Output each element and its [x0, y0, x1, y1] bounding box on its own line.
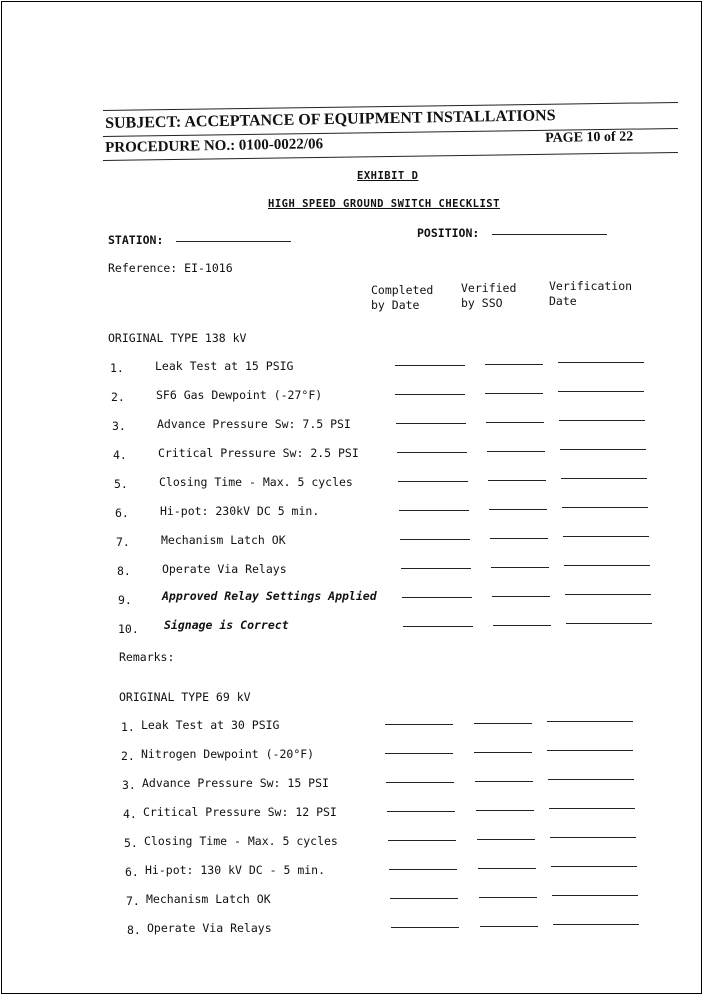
col-completed-header: Completed by Date [371, 283, 434, 312]
verification-date-blank[interactable] [547, 721, 633, 722]
item-label: Leak Test at 30 PSIG [141, 718, 280, 732]
verification-date-blank[interactable] [559, 420, 645, 421]
completed-blank[interactable] [389, 869, 457, 870]
verification-date-blank[interactable] [564, 565, 650, 566]
item-label: Leak Test at 15 PSIG [155, 359, 294, 373]
completed-blank[interactable] [395, 365, 465, 366]
verified-blank[interactable] [476, 810, 534, 811]
item-label: Signage is Correct [164, 618, 289, 632]
reference-text: Reference: EI-1016 [108, 261, 233, 275]
item-label: SF6 Gas Dewpoint (-27°F) [156, 388, 323, 402]
verification-date-blank[interactable] [558, 391, 644, 392]
col-verified-header: Verified by SSO [461, 281, 517, 310]
item-number: 4. [123, 807, 137, 821]
exhibit-label: EXHIBIT D [357, 170, 419, 182]
verified-blank[interactable] [491, 567, 549, 568]
subject-line: SUBJECT: ACCEPTANCE OF EQUIPMENT INSTALLATIONS [105, 107, 556, 132]
item-number: 2. [121, 749, 135, 763]
verification-date-blank[interactable] [550, 837, 636, 838]
completed-blank[interactable] [391, 927, 459, 928]
item-label: Closing Time - Max. 5 cycles [144, 834, 338, 848]
verified-blank[interactable] [486, 422, 544, 423]
verification-date-blank[interactable] [551, 866, 637, 867]
item-label: Operate Via Relays [162, 562, 287, 576]
item-label: Critical Pressure Sw: 2.5 PSI [158, 446, 359, 460]
verified-blank[interactable] [487, 451, 545, 452]
verified-blank[interactable] [475, 781, 533, 782]
completed-blank[interactable] [387, 811, 455, 812]
item-label: Advance Pressure Sw: 15 PSI [142, 776, 329, 790]
completed-blank[interactable] [388, 840, 456, 841]
item-label: Closing Time - Max. 5 cycles [159, 475, 353, 489]
item-number: 8. [117, 564, 131, 578]
item-number: 1. [110, 361, 124, 375]
verified-blank[interactable] [479, 897, 537, 898]
item-number: 1. [121, 720, 135, 734]
completed-blank[interactable] [403, 626, 473, 627]
verification-date-blank[interactable] [549, 808, 635, 809]
item-number: 2. [111, 390, 125, 404]
item-number: 7. [116, 535, 130, 549]
verified-blank[interactable] [485, 393, 543, 394]
item-label: Approved Relay Settings Applied [162, 589, 377, 603]
completed-blank[interactable] [400, 539, 470, 540]
verified-blank[interactable] [485, 364, 543, 365]
item-label: Operate Via Relays [147, 921, 272, 935]
item-label: Hi-pot: 130 kV DC - 5 min. [145, 863, 326, 877]
position-field [417, 226, 607, 240]
item-number: 5. [114, 477, 128, 491]
completed-blank[interactable] [397, 452, 467, 453]
station-field [108, 233, 291, 247]
item-label: Mechanism Latch OK [161, 533, 286, 547]
verification-date-blank[interactable] [552, 895, 638, 896]
col-verification-date-header: Verification Date [549, 279, 633, 308]
position-label: POSITION: [417, 226, 480, 240]
verification-date-blank[interactable] [560, 449, 646, 450]
completed-blank[interactable] [385, 753, 453, 754]
station-blank[interactable] [176, 240, 291, 242]
checklist-title: HIGH SPEED GROUND SWITCH CHECKLIST [268, 198, 500, 210]
verification-date-blank[interactable] [547, 750, 633, 751]
item-number: 4. [113, 448, 127, 462]
verified-blank[interactable] [474, 752, 532, 753]
verified-blank[interactable] [488, 480, 546, 481]
verified-blank[interactable] [493, 625, 551, 626]
completed-blank[interactable] [399, 510, 469, 511]
item-label: Mechanism Latch OK [146, 892, 271, 906]
verified-blank[interactable] [490, 538, 548, 539]
remarks-label: Remarks: [119, 650, 175, 664]
verified-blank[interactable] [477, 839, 535, 840]
verification-date-blank[interactable] [563, 536, 649, 537]
item-number: 8. [127, 923, 141, 937]
verified-blank[interactable] [492, 596, 550, 597]
verified-blank[interactable] [474, 723, 532, 724]
completed-blank[interactable] [396, 423, 466, 424]
section2-heading: ORIGINAL TYPE 69 kV [119, 690, 251, 704]
station-label: STATION: [108, 233, 164, 247]
verification-date-blank[interactable] [548, 779, 634, 780]
completed-blank[interactable] [402, 597, 472, 598]
verification-date-blank[interactable] [562, 507, 648, 508]
item-number: 9. [118, 593, 132, 607]
completed-blank[interactable] [390, 898, 458, 899]
completed-blank[interactable] [395, 394, 465, 395]
item-label: Advance Pressure Sw: 7.5 PSI [157, 417, 351, 431]
item-number: 7. [126, 894, 140, 908]
completed-blank[interactable] [401, 568, 471, 569]
item-number: 3. [112, 419, 126, 433]
position-blank[interactable] [492, 233, 607, 235]
procedure-number: PROCEDURE NO.: 0100-0022/06 [105, 136, 324, 156]
item-number: 10. [118, 622, 139, 636]
verification-date-blank[interactable] [565, 594, 651, 595]
item-label: Critical Pressure Sw: 12 PSI [143, 805, 337, 819]
verified-blank[interactable] [489, 509, 547, 510]
completed-blank[interactable] [398, 481, 468, 482]
verification-date-blank[interactable] [553, 924, 639, 925]
verification-date-blank[interactable] [561, 478, 647, 479]
item-label: Nitrogen Dewpoint (-20°F) [141, 747, 315, 761]
verified-blank[interactable] [480, 926, 538, 927]
item-number: 6. [125, 865, 139, 879]
verification-date-blank[interactable] [558, 362, 644, 363]
completed-blank[interactable] [385, 724, 453, 725]
verified-blank[interactable] [478, 868, 536, 869]
item-number: 5. [124, 836, 138, 850]
page-number: PAGE 10 of 22 [545, 129, 634, 146]
section1-heading: ORIGINAL TYPE 138 kV [108, 331, 247, 345]
item-label: Hi-pot: 230kV DC 5 min. [160, 504, 320, 518]
item-number: 3. [122, 778, 136, 792]
completed-blank[interactable] [386, 782, 454, 783]
verification-date-blank[interactable] [566, 623, 652, 624]
item-number: 6. [115, 506, 129, 520]
